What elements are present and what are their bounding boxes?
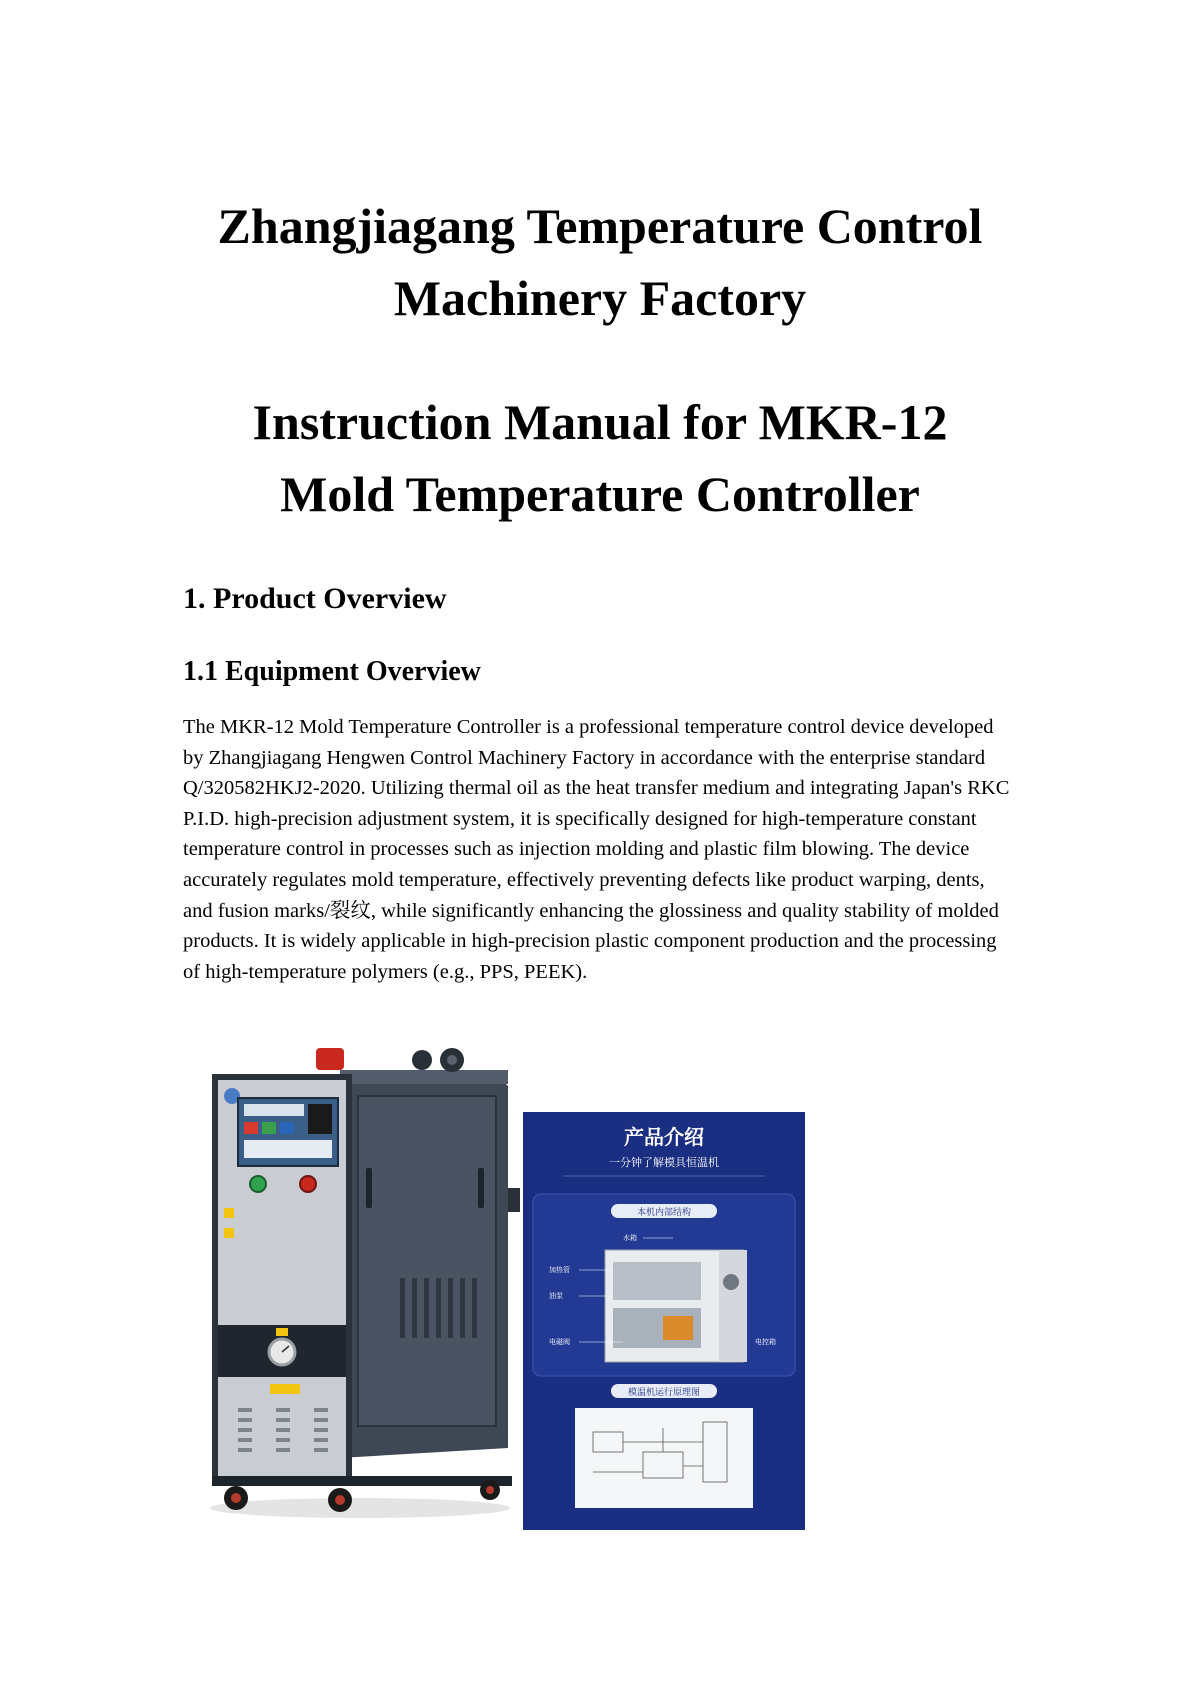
section-heading: 1. Product Overview xyxy=(183,582,447,615)
overview-paragraph: The MKR-12 Mold Temperature Controller is a professional temperature control device developed by Zhangjiagang Hengwen Control Machinery Factory in accordance with the enterprise standard Q/320582HKJ2-2020. Utilizing thermal oil as the heat transfer medium and integrating Japan's RKC P.I.D. high-precision adjustment system, it is specifically designed for high-temperature constant temperature control in processes such as injection molding and plastic film blowing. The device accurately regulates mold temperature, effectively preventing defects like product warping, dents, and fusion marks/裂纹, while significantly enhancing the glossiness and quality stability of molded products. It is widely applicable in high-precision plastic component production and the processing of high-temperature polymers (e.g., PPS, PEEK). xyxy=(183,716,1010,983)
manual-title-line-1: Instruction Manual for MKR-12 xyxy=(252,394,948,450)
title-line-1: Zhangjiagang Temperature Control xyxy=(217,198,983,254)
manual-title-line-2: Mold Temperature Controller xyxy=(280,466,920,522)
manual-title xyxy=(120,386,1080,530)
section-b-label: 模温机运行原理图 xyxy=(627,1388,701,1398)
label-a1: 水箱 xyxy=(623,1234,637,1242)
product-infographic xyxy=(523,1112,805,1530)
title-line-2: Machinery Factory xyxy=(393,270,807,326)
subsection-heading: 1.1 Equipment Overview xyxy=(183,656,481,687)
label-a4: 电磁阀 xyxy=(549,1338,570,1346)
section-a-label: 本机内部结构 xyxy=(636,1208,692,1218)
label-a5: 电控箱 xyxy=(755,1338,776,1346)
label-a3: 油泵 xyxy=(549,1292,563,1300)
document-title xyxy=(120,190,1080,334)
infographic-subtitle: 一分钟了解模具恒温机 xyxy=(609,1156,719,1169)
infographic-title: 产品介绍 xyxy=(624,1125,704,1149)
product-photo xyxy=(190,1038,520,1526)
label-a2: 加热管 xyxy=(549,1266,570,1274)
